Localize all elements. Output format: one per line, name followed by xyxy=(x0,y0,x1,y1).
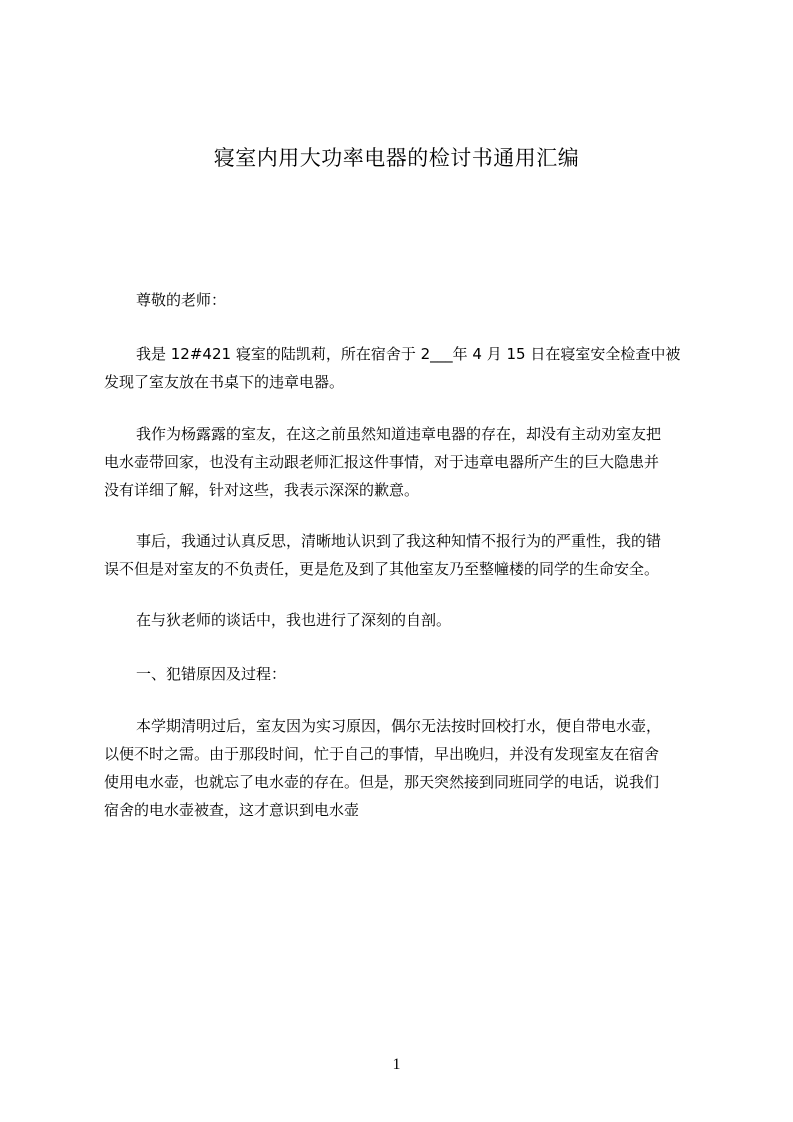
page-number: 1 xyxy=(392,1056,401,1073)
greeting-line: 尊敬的老师： xyxy=(136,291,227,309)
paragraph-2 xyxy=(104,420,700,504)
paragraph-line: 使用电水壶，也就忘了电水壶的存在。但是，那天突然接到同班同学的电话，说我们 xyxy=(104,773,660,791)
paragraph-line: 以便不时之需。由于那段时间，忙于自己的事情，早出晚归，并没有发现室友在宿舍 xyxy=(104,745,660,763)
paragraph-6 xyxy=(104,712,700,824)
paragraph-line: 在与狄老师的谈话中，我也进行了深刻的自剖。 xyxy=(136,611,452,629)
paragraph-1 xyxy=(104,340,700,396)
paragraph-line: 我作为杨露露的室友，在这之前虽然知道违章电器的存在，却没有主动劝室友把 xyxy=(136,425,662,443)
paragraph-line: 我是 12#421 寝室的陆凯莉，所在宿舍于 2___年 4 月 15 日在寝室安全检查中被 xyxy=(136,345,681,363)
paragraph-line: 本学期清明过后，室友因为实习原因，偶尔无法按时回校打水，便自带电水壶， xyxy=(136,717,662,735)
paragraph-line: 误不但是对室友的不负责任，更是危及到了其他室友乃至整幢楼的同学的生命安全。 xyxy=(104,560,660,578)
section-heading xyxy=(104,660,700,688)
greeting-paragraph xyxy=(104,286,700,314)
paragraph-line: 发现了室友放在书桌下的违章电器。 xyxy=(104,373,345,391)
document-title: 寝室内用大功率电器的检讨书通用汇编 xyxy=(213,146,580,170)
paragraph-line: 事后，我通过认真反思，清晰地认识到了我这种知情不报行为的严重性，我的错 xyxy=(136,532,662,550)
paragraph-line: 电水壶带回家，也没有主动跟老师汇报这件事情，对于违章电器所产生的巨大隐患并 xyxy=(104,453,660,471)
paragraph-3 xyxy=(104,527,700,583)
paragraph-4 xyxy=(104,606,700,634)
paragraph-line: 宿舍的电水壶被查，这才意识到电水壶 xyxy=(104,801,360,819)
paragraph-line: 没有详细了解，针对这些，我表示深深的歉意。 xyxy=(104,481,420,499)
section-heading-line: 一、犯错原因及过程： xyxy=(136,665,287,683)
